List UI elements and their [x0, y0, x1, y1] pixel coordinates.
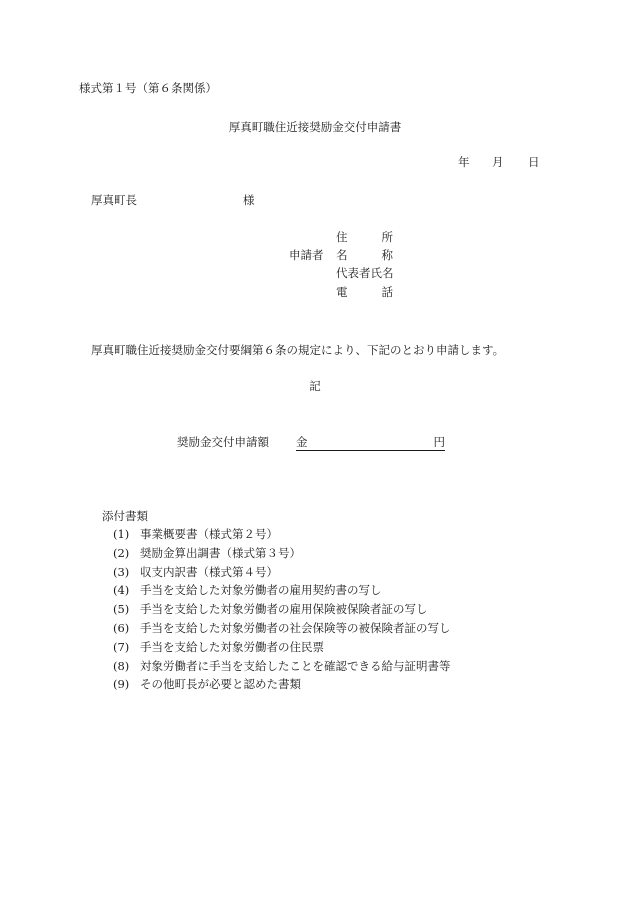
list-item: (4) 手当を支給した対象労働者の雇用契約書の写し: [113, 583, 382, 598]
addressee-name: 厚真町長: [91, 193, 137, 207]
addressee-honorific: 様: [243, 193, 255, 207]
list-item: (7) 手当を支給した対象労働者の住民票: [113, 639, 324, 654]
date-line: [458, 155, 540, 169]
ki-heading: 記: [309, 379, 321, 393]
amount-field: [296, 435, 445, 451]
addressee: [91, 193, 255, 207]
list-item: (5) 手当を支給した対象労働者の雇用保険被保険者証の写し: [113, 602, 428, 617]
document-title: 厚真町職住近接奨励金交付申請書: [228, 120, 402, 134]
list-item: (9) その他町長が必要と認めた書類: [113, 677, 301, 692]
amount-prefix: 金: [296, 435, 308, 449]
amount-suffix: 円: [433, 435, 445, 449]
amount-label: 奨励金交付申請額: [177, 435, 269, 449]
applicant-address-label: 住 所: [336, 230, 393, 244]
applicant-label: 申請者: [289, 248, 324, 262]
applicant-representative-label: 代表者氏名: [336, 266, 394, 280]
list-item: (6) 手当を支給した対象労働者の社会保険等の被保険者証の写し: [113, 620, 451, 635]
application-statement: 厚真町職住近接奨励金交付要綱第６条の規定により、下記のとおり申請します。: [91, 343, 505, 357]
list-item: (3) 収支内訳書（様式第４号）: [113, 564, 278, 579]
applicant-phone-label: 電 話: [336, 285, 393, 299]
applicant-name-label: 名 称: [336, 248, 393, 262]
list-item: (2) 奨励金算出調書（様式第３号）: [113, 545, 301, 560]
form-number: 様式第１号（第６条関係）: [79, 81, 217, 95]
list-item: (1) 事業概要書（様式第２号）: [113, 527, 278, 541]
date-month-label: 月: [492, 155, 504, 169]
list-item: (8) 対象労働者に手当を支給したことを確認できる給与証明書等: [113, 658, 451, 673]
attachments-list: [113, 527, 451, 696]
date-day-label: 日: [528, 155, 540, 169]
attachments-heading: 添付書類: [102, 509, 148, 523]
date-year-label: 年: [458, 155, 470, 169]
